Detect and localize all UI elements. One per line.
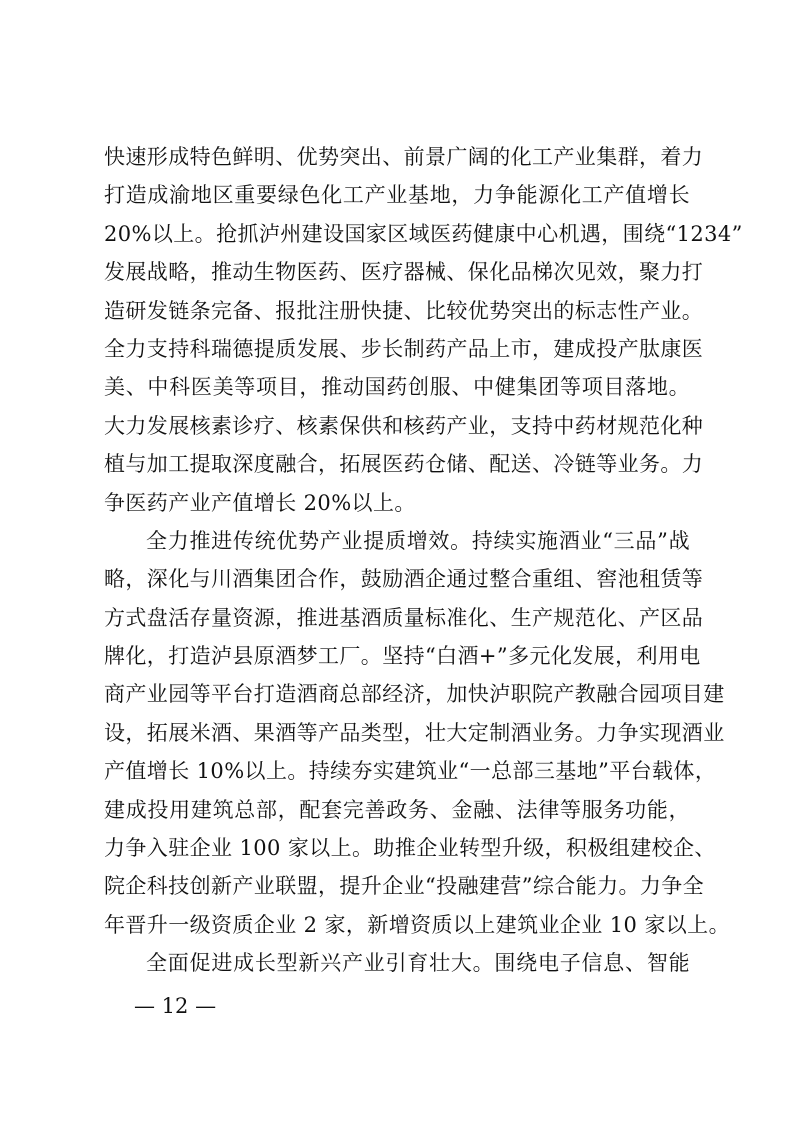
text-line: 打造成渝地区重要绿色化工产业基地，力争能源化工产值增长 [104, 183, 690, 208]
text-line: 商产业园等平台打造酒商总部经济，加快泸职院产教融合园项目建 [104, 682, 725, 707]
text-line: 院企科技创新产业联盟，提升企业“投融建营”综合能力。力争全 [104, 874, 705, 899]
paragraph-first-line: 全力推进传统优势产业提质增效。持续实施酒业“三品”战 [146, 528, 690, 553]
text-line: 发展战略，推动生物医药、医疗器械、保化品梯次见效，聚力打 [104, 260, 704, 285]
text-line: 年晋升一级资质企业 2 家，新增资质以上建筑业企业 10 家以上。 [104, 912, 730, 937]
paragraph-first-line: 全面促进成长型新兴产业引育壮大。围绕电子信息、智能 [146, 951, 690, 976]
text-line: 方式盘活存量资源，推进基酒质量标准化、生产规范化、产区品 [104, 605, 704, 630]
text-line: 植与加工提取深度融合，拓展医药仓储、配送、冷链等业务。力 [104, 452, 704, 477]
text-line: 产值增长 10%以上。持续夯实建筑业“一总部三基地”平台载体， [104, 759, 717, 784]
text-line: 略，深化与川酒集团合作，鼓励酒企通过整合重组、窖池租赁等 [104, 567, 704, 592]
text-line: 力争入驻企业 100 家以上。助推企业转型升级，积极组建校企、 [104, 836, 716, 861]
text-line: 大力发展核素诊疗、核素保供和核药产业，支持中药材规范化种 [104, 413, 704, 438]
body-text [104, 138, 743, 983]
page-number: — 12 — [134, 994, 217, 1018]
text-line: 建成投用建筑总部，配套完善政务、金融、法律等服务功能， [104, 797, 690, 822]
text-line: 造研发链条完备、报批注册快捷、比较优势突出的标志性产业。 [104, 298, 704, 323]
text-line: 快速形成特色鲜明、优势突出、前景广阔的化工产业集群，着力 [104, 145, 704, 169]
text-line: 全力支持科瑞德提质发展、步长制药产品上市，建成投产肽康医 [104, 336, 704, 361]
text-line: 美、中科医美等项目，推动国药创服、中健集团等项目落地。 [104, 375, 690, 400]
text-line: 20%以上。抢抓泸州建设国家区域医药健康中心机遇，围绕“1234” [104, 221, 743, 246]
text-line: 争医药产业产值增长 20%以上。 [104, 490, 416, 515]
text-line: 设，拓展米酒、果酒等产品类型，壮大定制酒业务。力争实现酒业 [104, 720, 725, 745]
text-line: 牌化，打造泸县原酒梦工厂。坚持“白酒+”多元化发展，利用电 [104, 644, 701, 669]
